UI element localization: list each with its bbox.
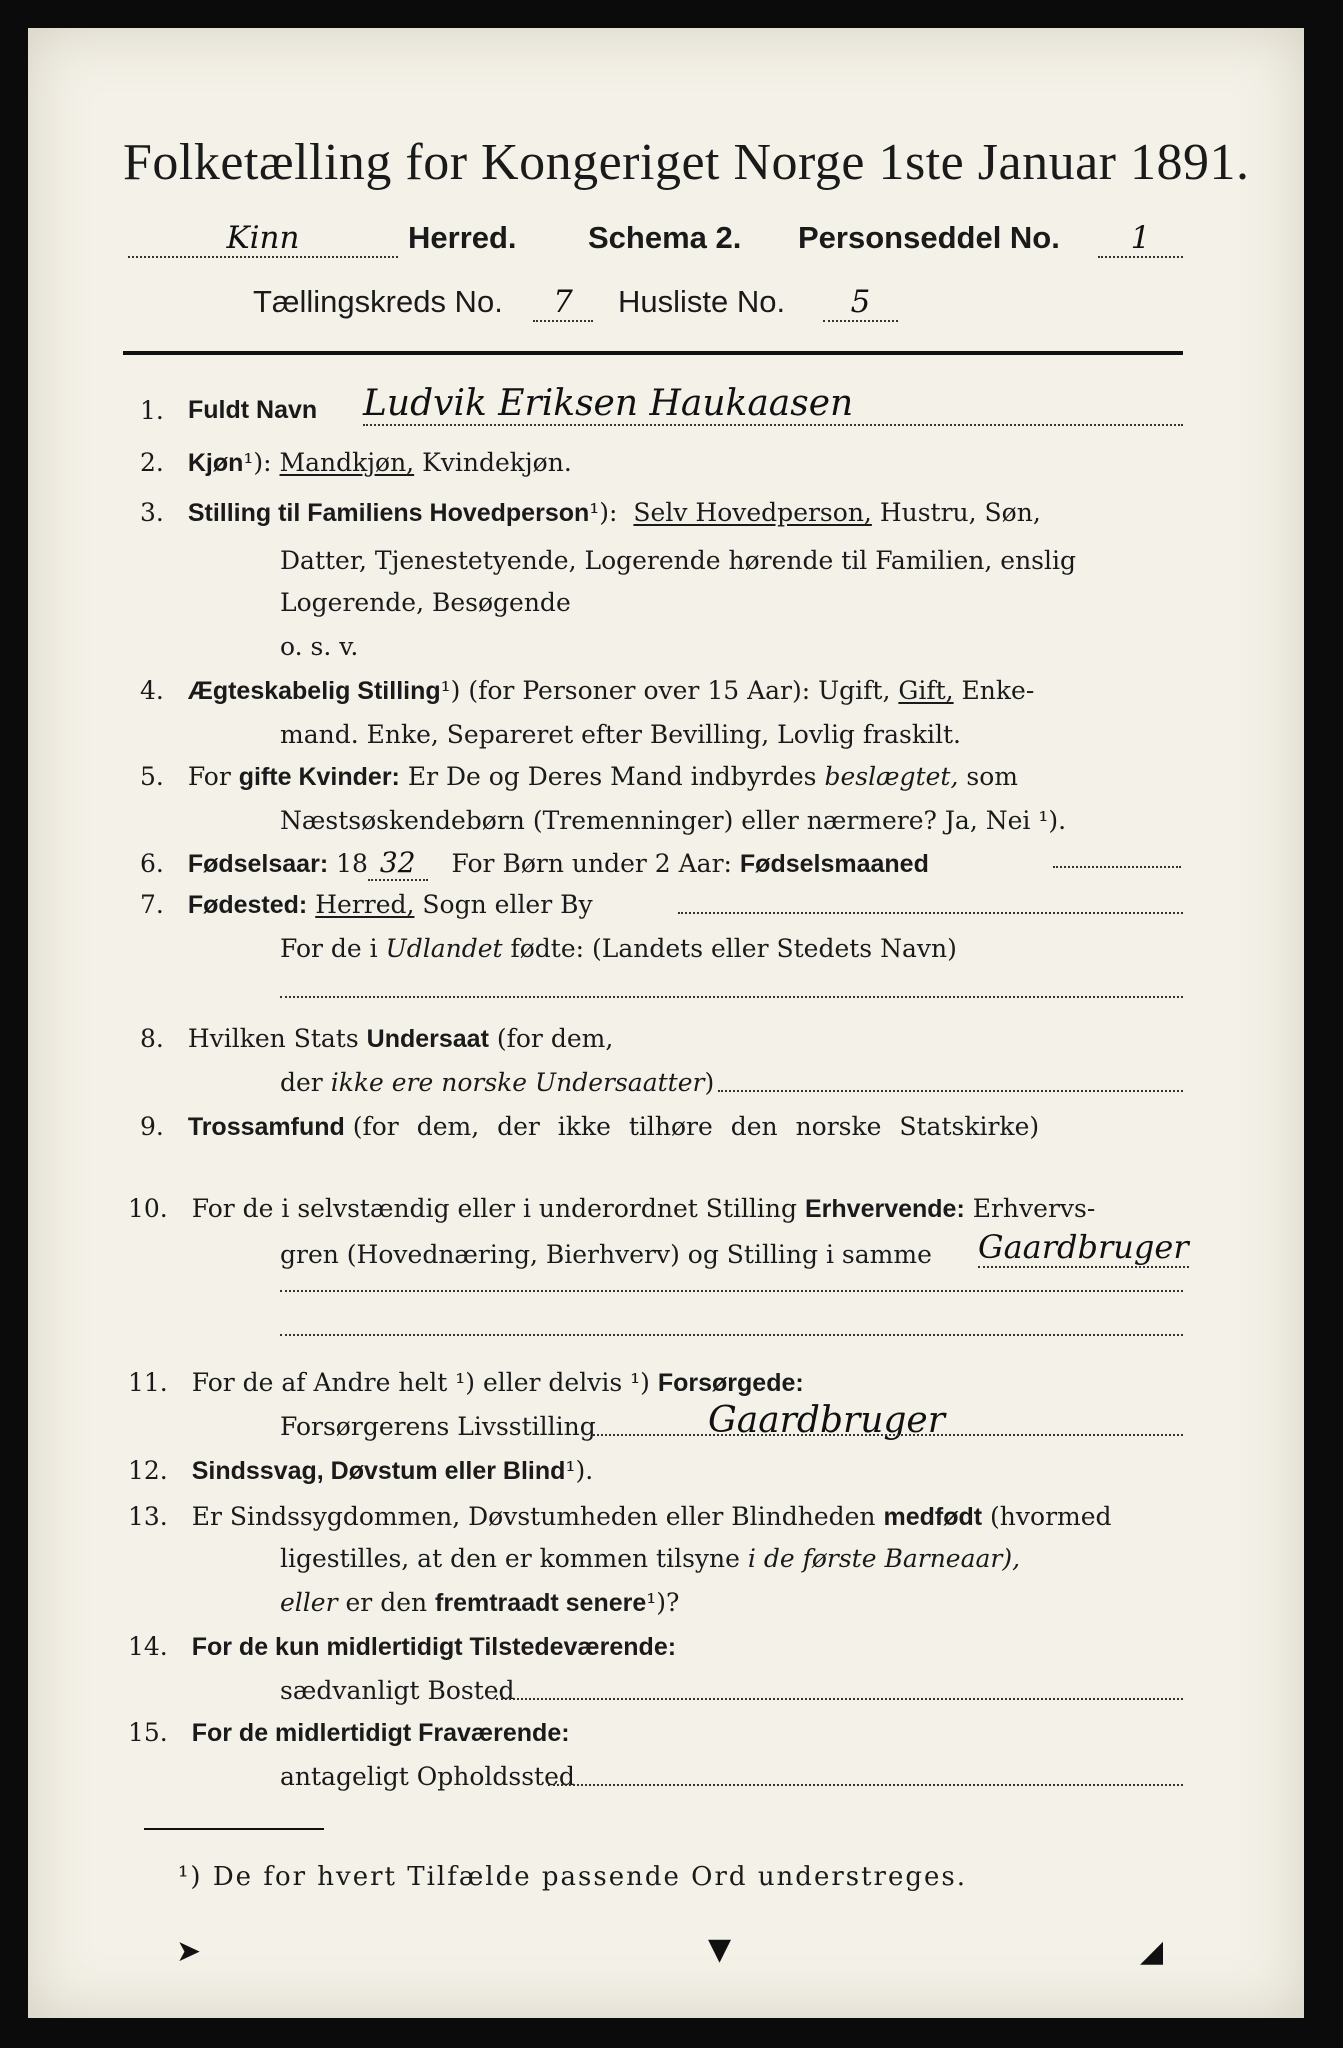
q4-row: 4. Ægteskabelig Stilling¹) (for Personer over 15 Aar): Ugift, Gift, Enke-	[140, 676, 1035, 705]
q10-blank2	[280, 1334, 1183, 1336]
personseddel-label: Personseddel No.	[798, 220, 1060, 255]
q3-line3: Logerende, Besøgende	[280, 588, 571, 617]
registration-mark-center: ▼	[708, 1932, 732, 1967]
q14-row: 14. For de kun midlertidigt Tilstedeværende:	[128, 1632, 677, 1661]
herred-label: Herred.	[408, 220, 517, 255]
q1-value: Ludvik Eriksen Haukaasen	[363, 383, 1183, 426]
q11-line2: Forsørgerens Livsstilling	[280, 1412, 596, 1441]
q3-line2: Datter, Tjenestetyende, Logerende hørende til Familien, enslig	[280, 546, 1077, 575]
registration-mark-right: ◢	[1140, 1934, 1164, 1969]
q11-value: Gaardbruger	[708, 1400, 945, 1441]
kreds-value: 7	[533, 284, 593, 322]
header-divider	[123, 351, 1183, 355]
q7-blank2	[280, 996, 1183, 998]
q11-row: 11. For de af Andre helt ¹) eller delvis ¹) Forsørgede:	[128, 1368, 804, 1397]
kreds-label: Tællingskreds No.	[253, 284, 503, 319]
q8-line2: der ikke ere norske Undersaatter)	[280, 1068, 715, 1097]
q12-row: 12. Sindssvag, Døvstum eller Blind¹).	[128, 1456, 594, 1485]
q6-month-blank	[1053, 866, 1181, 868]
q7-row: 7. Fødested: Herred, Sogn eller By	[140, 890, 593, 919]
q7-line2: For de i Udlandet fødte: (Landets eller Stedets Navn)	[280, 934, 957, 963]
q9-row: 9. Trossamfund (for dem, der ikke tilhøre den norske Statskirke)	[140, 1112, 1040, 1141]
q15-blank	[548, 1784, 1183, 1786]
q1-number: 1.	[140, 396, 164, 425]
q1-label: Fuldt Navn	[188, 396, 318, 424]
q3-row: 3. Stilling til Familiens Hovedperson¹): Selv Hovedperson, Hustru, Søn,	[140, 498, 1041, 527]
q15-line2: antageligt Opholdssted	[280, 1762, 575, 1791]
q14-line2: sædvanligt Bosted	[280, 1676, 515, 1705]
footnote: ¹) De for hvert Tilfælde passende Ord understreges.	[178, 1862, 968, 1892]
personseddel-value: 1	[1098, 220, 1183, 258]
herred-value: Kinn	[128, 220, 398, 258]
q5-line2: Næstsøskendebørn (Tremenninger) eller nærmere? Ja, Nei ¹).	[280, 806, 1067, 835]
q10-value: Gaardbruger	[978, 1228, 1189, 1266]
husliste-value: 5	[823, 284, 898, 322]
q8-row: 8. Hvilken Stats Undersaat (for dem,	[140, 1024, 614, 1053]
q14-blank	[496, 1698, 1183, 1700]
q2-row: 2. Kjøn¹): Mandkjøn, Kvindekjøn.	[140, 448, 572, 477]
q13-row: 13. Er Sindssygdommen, Døvstumheden eller Blindheden medfødt (hvormed	[128, 1502, 1112, 1531]
q5-row: 5. For gifte Kvinder: Er De og Deres Mand indbyrdes beslægtet, som	[140, 762, 1018, 791]
husliste-label: Husliste No.	[618, 284, 786, 319]
registration-mark-left: ➤	[176, 1934, 202, 1969]
q4-line2: mand. Enke, Separeret efter Bevilling, Lovlig fraskilt.	[280, 720, 961, 749]
form-title: Folketælling for Kongeriget Norge 1ste Januar 1891.	[123, 134, 1250, 191]
q7-blank	[678, 912, 1183, 914]
footnote-divider	[144, 1828, 324, 1830]
schema-label: Schema 2.	[588, 220, 742, 255]
q6-row: 6. Fødselsaar: 18 32 For Børn under 2 Aar: Fødselsmaaned	[140, 846, 929, 879]
q8-blank	[718, 1090, 1183, 1092]
q13-line3: eller er den fremtraadt senere¹)?	[280, 1588, 680, 1617]
q3-line4: o. s. v.	[280, 632, 359, 661]
q10-line2: gren (Hovednæring, Bierhverv) og Stilling i samme	[280, 1240, 932, 1269]
q10-row: 10. For de i selvstændig eller i underordnet Stilling Erhvervende: Erhvervs-	[128, 1194, 1096, 1223]
q10-blank	[280, 1290, 1183, 1292]
q11-blank	[593, 1434, 1183, 1436]
census-form	[28, 28, 1304, 2018]
q13-line2: ligestilles, at den er kommen tilsyne i de første Barneaar),	[280, 1544, 1021, 1573]
q15-row: 15. For de midlertidigt Fraværende:	[128, 1718, 570, 1747]
